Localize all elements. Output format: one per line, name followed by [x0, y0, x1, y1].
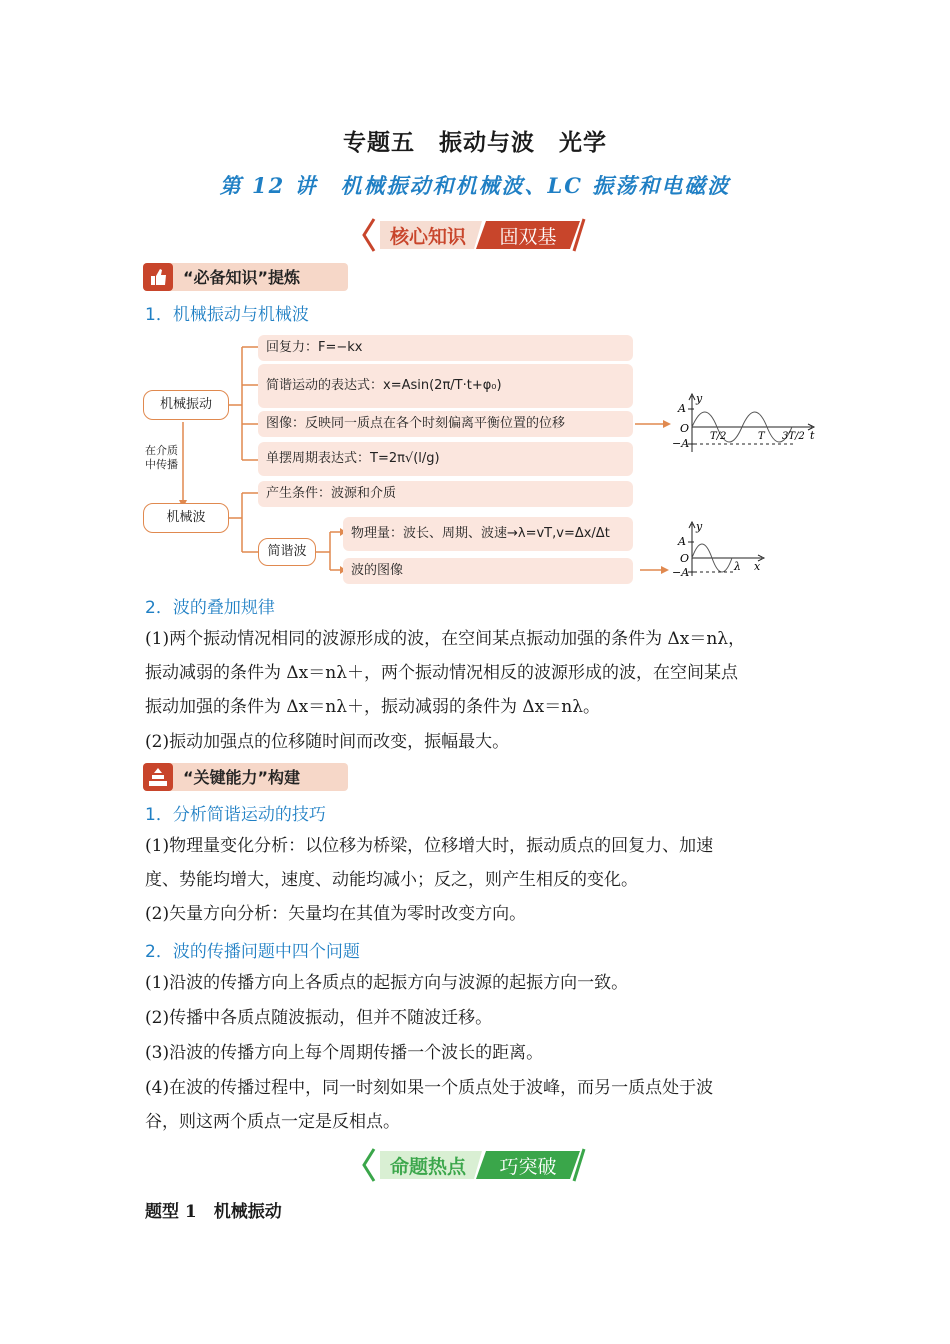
box-wave-graph: 波的图像: [343, 558, 633, 584]
paragraph: 谷，则这两个质点一定是反相点。: [145, 1112, 400, 1132]
banner2-right-text: 巧突破: [499, 1156, 557, 1178]
section-heading: 1．机械振动与机械波: [145, 305, 309, 325]
svg-text:O: O: [680, 422, 690, 435]
paragraph: (2)矢量方向分析：矢量均在其值为零时改变方向。: [145, 904, 527, 924]
svg-text:x: x: [754, 560, 761, 573]
box-pendulum-period: 单摆周期表达式：T=2π√(l/g): [258, 442, 633, 476]
svg-text:T/2: T/2: [710, 431, 727, 442]
svg-text:T: T: [758, 431, 765, 442]
node-simple-harmonic-wave: 简谐波: [258, 538, 316, 566]
svg-text:−A: −A: [672, 437, 690, 450]
svg-text:y: y: [696, 520, 703, 533]
node-mechanical-wave: 机械波: [143, 503, 229, 533]
svg-text:A: A: [678, 535, 686, 548]
svg-text:y: y: [696, 392, 703, 405]
paragraph: (1)沿波的传播方向上各质点的起振方向与波源的起振方向一致。: [145, 973, 629, 993]
svg-text:3T/2: 3T/2: [782, 431, 805, 442]
svg-text:t: t: [810, 429, 815, 442]
box-restoring-force: 回复力：F=−kx: [258, 335, 633, 361]
paragraph: 振动加强的条件为 Δx＝nλ＋，振动减弱的条件为 Δx＝nλ。: [145, 697, 600, 717]
paragraph: (1)两个振动情况相同的波源形成的波，在空间某点振动加强的条件为 Δx＝nλ，: [145, 629, 746, 649]
paragraph: (2)振动加强点的位移随时间而改变，振幅最大。: [145, 732, 510, 752]
svg-text:O: O: [680, 552, 690, 565]
lecture-subtitle: 第 12 讲 机械振动和机械波、LC 振荡和电磁波: [219, 173, 731, 198]
box-graph-meaning: 图像：反映同一质点在各个时刻偏离平衡位置的位移: [258, 411, 633, 437]
box-physical-quantities: 物理量：波长、周期、波速→λ=vT,v=Δx/Δt: [343, 517, 633, 551]
vibration-graph: [672, 392, 820, 458]
svg-text:A: A: [678, 402, 686, 415]
svg-text:−A: −A: [672, 566, 690, 579]
paragraph: (2)传播中各质点随波振动，但并不随波迁移。: [145, 1008, 493, 1028]
box-wave-condition: 产生条件：波源和介质: [258, 481, 633, 507]
banner1-right-text: 固双基: [499, 226, 557, 248]
paragraph: 振动减弱的条件为 Δx＝nλ＋，两个振动情况相反的波源形成的波，在空间某点: [145, 663, 738, 683]
paragraph: (1)物理量变化分析：以位移为桥梁，位移增大时，振动质点的回复力、加速: [145, 836, 714, 856]
node-mechanical-vibration: 机械振动: [143, 390, 229, 420]
core-knowledge-banner: [362, 217, 590, 253]
paragraph: (3)沿波的传播方向上每个周期传播一个波长的距离。: [145, 1043, 544, 1063]
question-type-heading: 题型 1 机械振动: [145, 1202, 282, 1222]
banner1-left-text: 核心知识: [389, 226, 467, 248]
required-knowledge-pill: [143, 263, 353, 293]
hot-topics-banner: [362, 1147, 590, 1183]
key-ability-pill: [143, 763, 353, 793]
svg-text:λ: λ: [734, 560, 741, 573]
link-label: 在介质中传播: [145, 444, 178, 471]
page-title: 专题五 振动与波 光学: [343, 129, 607, 156]
section-heading: 1．分析简谐运动的技巧: [145, 805, 326, 825]
banner2-left-text: 命题热点: [389, 1156, 467, 1178]
section-heading: 2．波的叠加规律: [145, 598, 275, 618]
section-heading: 2．波的传播问题中四个问题: [145, 942, 360, 962]
box-shm-expression: 简谐运动的表达式：x=Asin(2π/T·t+φ₀): [258, 364, 633, 408]
paragraph: (4)在波的传播过程中，同一时刻如果一个质点处于波峰，而另一质点处于波: [145, 1078, 714, 1098]
svg-text:“关键能力”构建: “关键能力”构建: [183, 768, 301, 787]
wave-graph: [672, 520, 772, 580]
svg-text:“必备知识”提炼: “必备知识”提炼: [183, 268, 301, 287]
paragraph: 度、势能均增大，速度、动能均减小；反之，则产生相反的变化。: [145, 870, 638, 890]
